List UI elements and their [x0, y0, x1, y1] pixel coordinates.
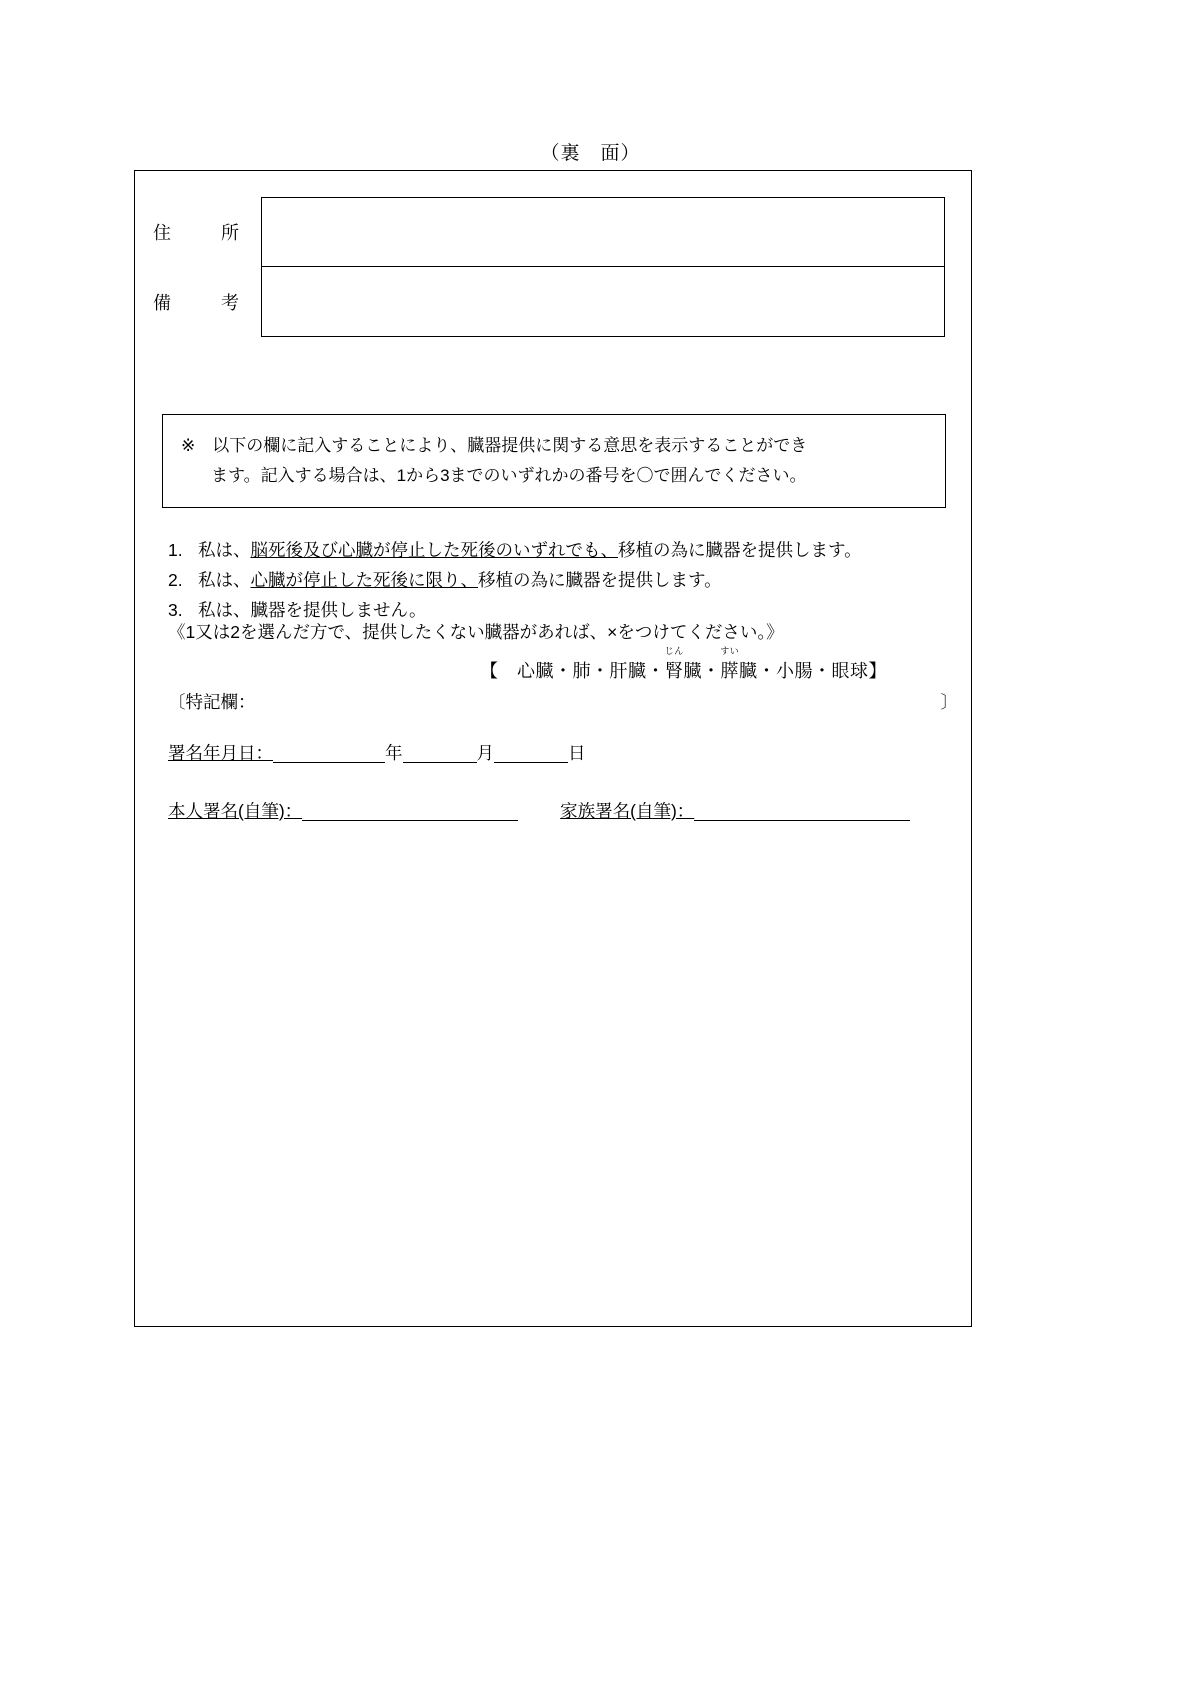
kidney-tail: 臓・ [683, 661, 721, 681]
choice-1-number: 1. [168, 540, 183, 560]
remarks-input[interactable] [261, 267, 945, 337]
choice-2-prefix: 私は、 [198, 570, 251, 591]
signature-day-input[interactable] [494, 739, 568, 763]
signature-date-row [168, 739, 586, 765]
choice-2-suffix: 移植の為に臓器を提供します。 [478, 570, 722, 591]
info-table [153, 197, 945, 337]
notice-line-2: ます。記入する場合は、1から3までのいずれかの番号を〇で囲んでください。 [211, 465, 807, 485]
kidney-ruby: じん [664, 646, 684, 656]
organ-bracket-open: 【 [480, 661, 499, 681]
choice-2-underlined: 心臓が停止した死後に限り、 [250, 570, 478, 591]
remarks-label [135, 267, 261, 337]
pancreas-tail: 臓・小腸・眼球 [739, 661, 869, 681]
signature-row [168, 797, 910, 823]
address-label-char2: 所 [221, 223, 239, 243]
signature-day-unit: 日 [568, 743, 586, 763]
choice-3-prefix: 私は、臓器を提供しません。 [198, 600, 427, 621]
choice-1-underlined: 脳死後及び心臓が停止した死後のいずれでも、 [250, 540, 618, 560]
signature-year-input[interactable] [273, 739, 385, 763]
remarks-label-char1: 備 [153, 293, 171, 313]
notice-box [162, 414, 946, 508]
address-input[interactable] [261, 197, 945, 267]
pancreas-ruby: すい [720, 646, 740, 656]
choice-option-1[interactable] [168, 535, 968, 565]
choice-2-number: 2. [168, 570, 183, 591]
special-notes-label: 〔特記欄： [168, 692, 256, 712]
page-title: （裏 面） [540, 143, 641, 164]
organ-exclusion-note: 《1又は2を選んだ方で、提供したくない臓器があれば、×をつけてください。》 [168, 622, 784, 642]
special-notes-row [168, 689, 958, 714]
table-row-address [153, 197, 945, 267]
organ-kidney[interactable] [664, 646, 684, 683]
choice-1-suffix: 移植の為に臓器を提供します。 [618, 540, 862, 560]
organ-list [480, 646, 887, 683]
signature-month-unit: 月 [476, 743, 494, 763]
consent-choices [168, 535, 968, 625]
form-card [134, 170, 972, 1327]
pancreas-kanji: 膵 [720, 661, 739, 681]
family-signature-input[interactable] [694, 797, 910, 821]
choice-option-2[interactable] [168, 565, 968, 595]
signature-date-label: 署名年月日： [168, 743, 273, 763]
address-label [135, 197, 261, 267]
remarks-label-char2: 考 [221, 293, 239, 313]
organ-pancreas[interactable] [720, 646, 740, 683]
notice-text-1: 以下の欄に記入することにより、臓器提供に関する意思を表示することができ [195, 436, 808, 455]
address-label-char1: 住 [153, 223, 171, 243]
kidney-kanji: 腎 [665, 661, 684, 681]
organ-bracket-close: 】 [868, 661, 887, 681]
family-signature-label: 家族署名(自筆)： [560, 801, 695, 821]
self-signature-label: 本人署名(自筆)： [168, 801, 303, 821]
choice-1-prefix: 私は、 [198, 540, 251, 560]
notice-line-1 [181, 431, 925, 461]
self-signature-input[interactable] [302, 797, 518, 821]
table-row-remarks [153, 267, 945, 337]
special-notes-bracket-right: 〕 [940, 692, 958, 712]
notice-mark: ※ [181, 436, 196, 455]
signature-year-unit: 年 [385, 743, 403, 763]
choice-3-number: 3. [168, 600, 183, 621]
organ-items-head: 心臓・肺・肝臓・ [498, 661, 665, 681]
signature-month-input[interactable] [403, 739, 477, 763]
